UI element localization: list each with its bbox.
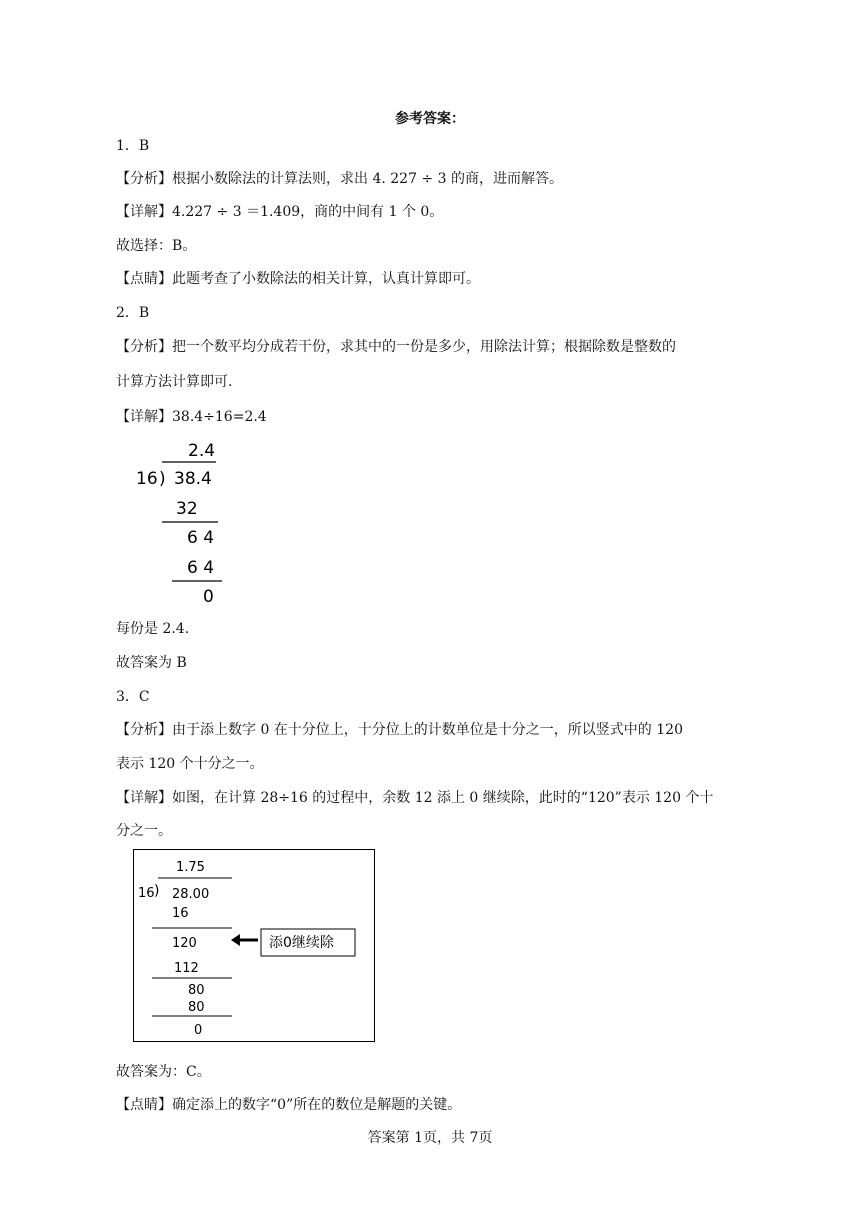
q1-comment: 【点睛】此题考查了小数除法的相关计算，认真计算即可。 (116, 271, 480, 287)
q2-divisor: 16 (136, 469, 158, 489)
q3-long-division-figure (134, 850, 374, 1040)
q3-comment: 【点睛】确定添上的数字“0”所在的数位是解题的关键。 (116, 1097, 462, 1113)
q2-number: 2．B (116, 305, 150, 321)
q3-detail-line2: 分之一。 (116, 823, 172, 839)
q3-figure-frame (133, 849, 375, 1042)
page-footer: 答案第 1页，共 7页 (367, 1130, 493, 1146)
q2-long-division-figure (130, 436, 230, 608)
q1-detail: 【详解】4.227 ÷ 3 ＝1.409，商的中间有 1 个 0。 (116, 204, 444, 220)
page-title: 参考答案： (395, 111, 465, 127)
q2-quotient: 2.4 (188, 441, 216, 461)
left-arrow-icon (231, 934, 258, 946)
q3-quotient: 1.75 (176, 860, 205, 875)
q2-detail: 【详解】38.4÷16=2.4 (116, 409, 267, 425)
q3-bracket: ) (154, 883, 160, 899)
q3-analysis-line1: 【分析】由于添上数字 0 在十分位上，十分位上的计数单位是十分之一，所以竖式中的 120 (116, 722, 683, 738)
q2-analysis-line1: 【分析】把一个数平均分成若干份，求其中的一份是多少，用除法计算；根据除数是整数的 (116, 339, 676, 355)
q3-divisor: 16 (138, 886, 155, 901)
q3-number: 3．C (116, 689, 150, 705)
q2-step1: 32 (176, 499, 198, 519)
q3-detail-line1: 【详解】如图，在计算 28÷16 的过程中，余数 12 添上 0 继续除，此时的“120”表示 120 个十 (116, 790, 714, 806)
q3-step4: 80 (188, 983, 205, 998)
q2-answer: 故答案为 B (116, 655, 187, 671)
q2-dividend: 38.4 (174, 469, 212, 489)
q1-number: 1．B (116, 138, 150, 154)
q3-note-label: 添0继续除 (269, 935, 334, 951)
q3-dividend: 28.00 (172, 887, 210, 902)
q2-each: 每份是 2.4. (116, 621, 190, 637)
q2-bracket: ) (159, 469, 166, 489)
q2-analysis-line2: 计算方法计算即可. (116, 374, 233, 390)
q3-remainder: 0 (194, 1023, 203, 1038)
q3-step2: 120 (172, 936, 197, 951)
q2-remainder: 0 (203, 587, 214, 607)
q3-step1: 16 (172, 906, 189, 921)
q3-analysis-line2: 表示 120 个十分之一。 (116, 756, 264, 772)
q2-step3: 6 4 (187, 558, 215, 578)
q3-step3: 112 (174, 961, 199, 976)
q3-answer: 故答案为：C。 (116, 1064, 211, 1080)
q2-step2: 6 4 (187, 528, 215, 548)
q3-step5: 80 (188, 1000, 205, 1015)
q1-choice: 故选择：B。 (116, 238, 197, 254)
q1-analysis: 【分析】根据小数除法的计算法则，求出 4. 227 ÷ 3 的商，进而解答。 (116, 171, 563, 187)
